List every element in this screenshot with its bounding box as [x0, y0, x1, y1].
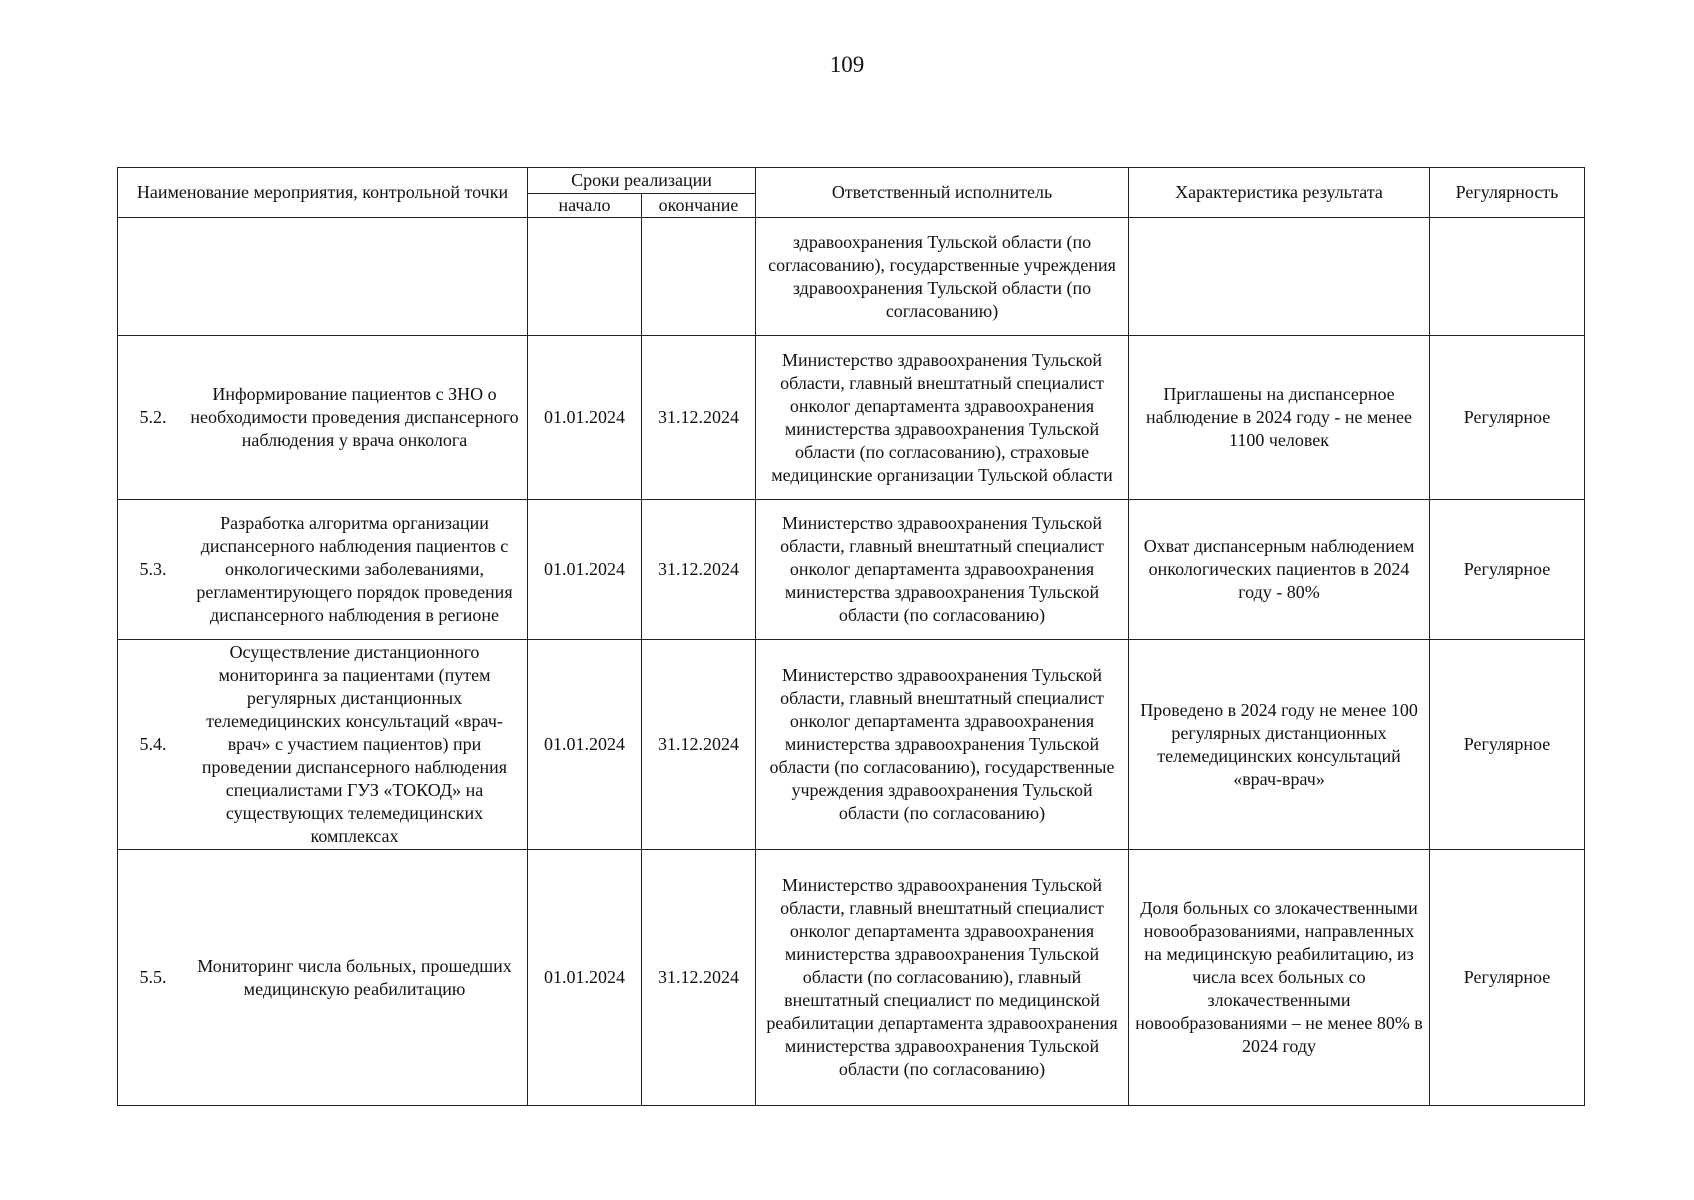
row-end: 31.12.2024 [642, 640, 756, 850]
header-start: начало [528, 194, 642, 218]
row-regularity: Регулярное [1430, 500, 1585, 640]
row-name: Осуществление дистанционного мониторинга за пациентами (путем регулярных дистанционных телемедицинских консультаций «врач-врач» с участием пациентов) при проведении диспансерного наблюдения специалистами ГУЗ «ТОКОД» на существующих телемедицинских комплексах [201, 642, 508, 846]
table-row [118, 850, 1585, 1106]
header-name: Наименование мероприятия, контрольной точки [118, 168, 528, 218]
header-result: Характеристика результата [1129, 168, 1430, 218]
row-end [642, 218, 756, 336]
row-regularity: Регулярное [1430, 640, 1585, 850]
table-row [118, 218, 1585, 336]
header-terms: Сроки реализации [528, 168, 756, 194]
row-name: Информирование пациентов с ЗНО о необходимости проведения диспансерного наблюдения у врача онколога [190, 384, 519, 450]
row-regularity: Регулярное [1430, 850, 1585, 1106]
row-name-cell [118, 218, 528, 336]
row-start: 01.01.2024 [528, 850, 642, 1106]
row-result: Доля больных со злокачественными новообразованиями, направленных на медицинскую реабилитацию, из числа всех больных со злокачественными новообразованиями – не менее 80% в 2024 году [1129, 850, 1430, 1106]
row-executor: Министерство здравоохранения Тульской области, главный внештатный специалист онколог департамента здравоохранения министерства здравоохранения Тульской области (по согласованию), страховые медицинские организации Тульской области [756, 336, 1129, 500]
row-name-cell [118, 336, 528, 500]
row-executor: Министерство здравоохранения Тульской области, главный внештатный специалист онколог департамента здравоохранения министерства здравоохранения Тульской области (по согласованию), государственные учреждения здравоохранения Тульской области (по согласованию) [756, 640, 1129, 850]
measures-table [117, 167, 1585, 1106]
row-executor: Министерство здравоохранения Тульской области, главный внештатный специалист онколог департамента здравоохранения министерства здравоохранения Тульской области (по согласованию) [756, 500, 1129, 640]
row-number: 5.5. [139, 967, 167, 987]
row-name: Разработка алгоритма организации диспансерного наблюдения пациентов с онкологическими заболеваниями, регламентирующего порядок проведения диспансерного наблюдения в регионе [196, 513, 513, 625]
row-name: Мониторинг числа больных, прошедших медицинскую реабилитацию [197, 955, 512, 999]
page-number: 109 [829, 52, 865, 77]
table-row [118, 500, 1585, 640]
row-result [1129, 218, 1430, 336]
header-end: окончание [642, 194, 756, 218]
row-executor: Министерство здравоохранения Тульской области, главный внештатный специалист онколог департамента здравоохранения министерства здравоохранения Тульской области (по согласованию), главный внештатный специалист по медицинской реабилитации департамента здравоохранения министерства здравоохранения Тульской области (по согласованию) [756, 850, 1129, 1106]
row-end: 31.12.2024 [642, 850, 756, 1106]
row-start [528, 218, 642, 336]
row-start: 01.01.2024 [528, 336, 642, 500]
row-result: Охват диспансерным наблюдением онкологических пациентов в 2024 году - 80% [1129, 500, 1430, 640]
row-start: 01.01.2024 [528, 640, 642, 850]
row-regularity [1430, 218, 1585, 336]
table-row [118, 336, 1585, 500]
row-end: 31.12.2024 [642, 336, 756, 500]
row-number: 5.3. [139, 559, 167, 579]
row-number: 5.2. [139, 407, 167, 427]
row-name-cell [118, 500, 528, 640]
row-regularity: Регулярное [1430, 336, 1585, 500]
header-regularity: Регулярность [1430, 168, 1585, 218]
row-number: 5.4. [139, 734, 167, 754]
header-executor: Ответственный исполнитель [756, 168, 1129, 218]
row-end: 31.12.2024 [642, 500, 756, 640]
row-executor: здравоохранения Тульской области (по согласованию), государственные учреждения здравоохранения Тульской области (по согласованию) [756, 218, 1129, 336]
table-row [118, 640, 1585, 850]
row-name-cell [118, 640, 528, 850]
row-start: 01.01.2024 [528, 500, 642, 640]
row-name-cell [118, 850, 528, 1106]
row-result: Проведено в 2024 году не менее 100 регулярных дистанционных телемедицинских консультаций «врач-врач» [1129, 640, 1430, 850]
row-result: Приглашены на диспансерное наблюдение в 2024 году - не менее 1100 человек [1129, 336, 1430, 500]
